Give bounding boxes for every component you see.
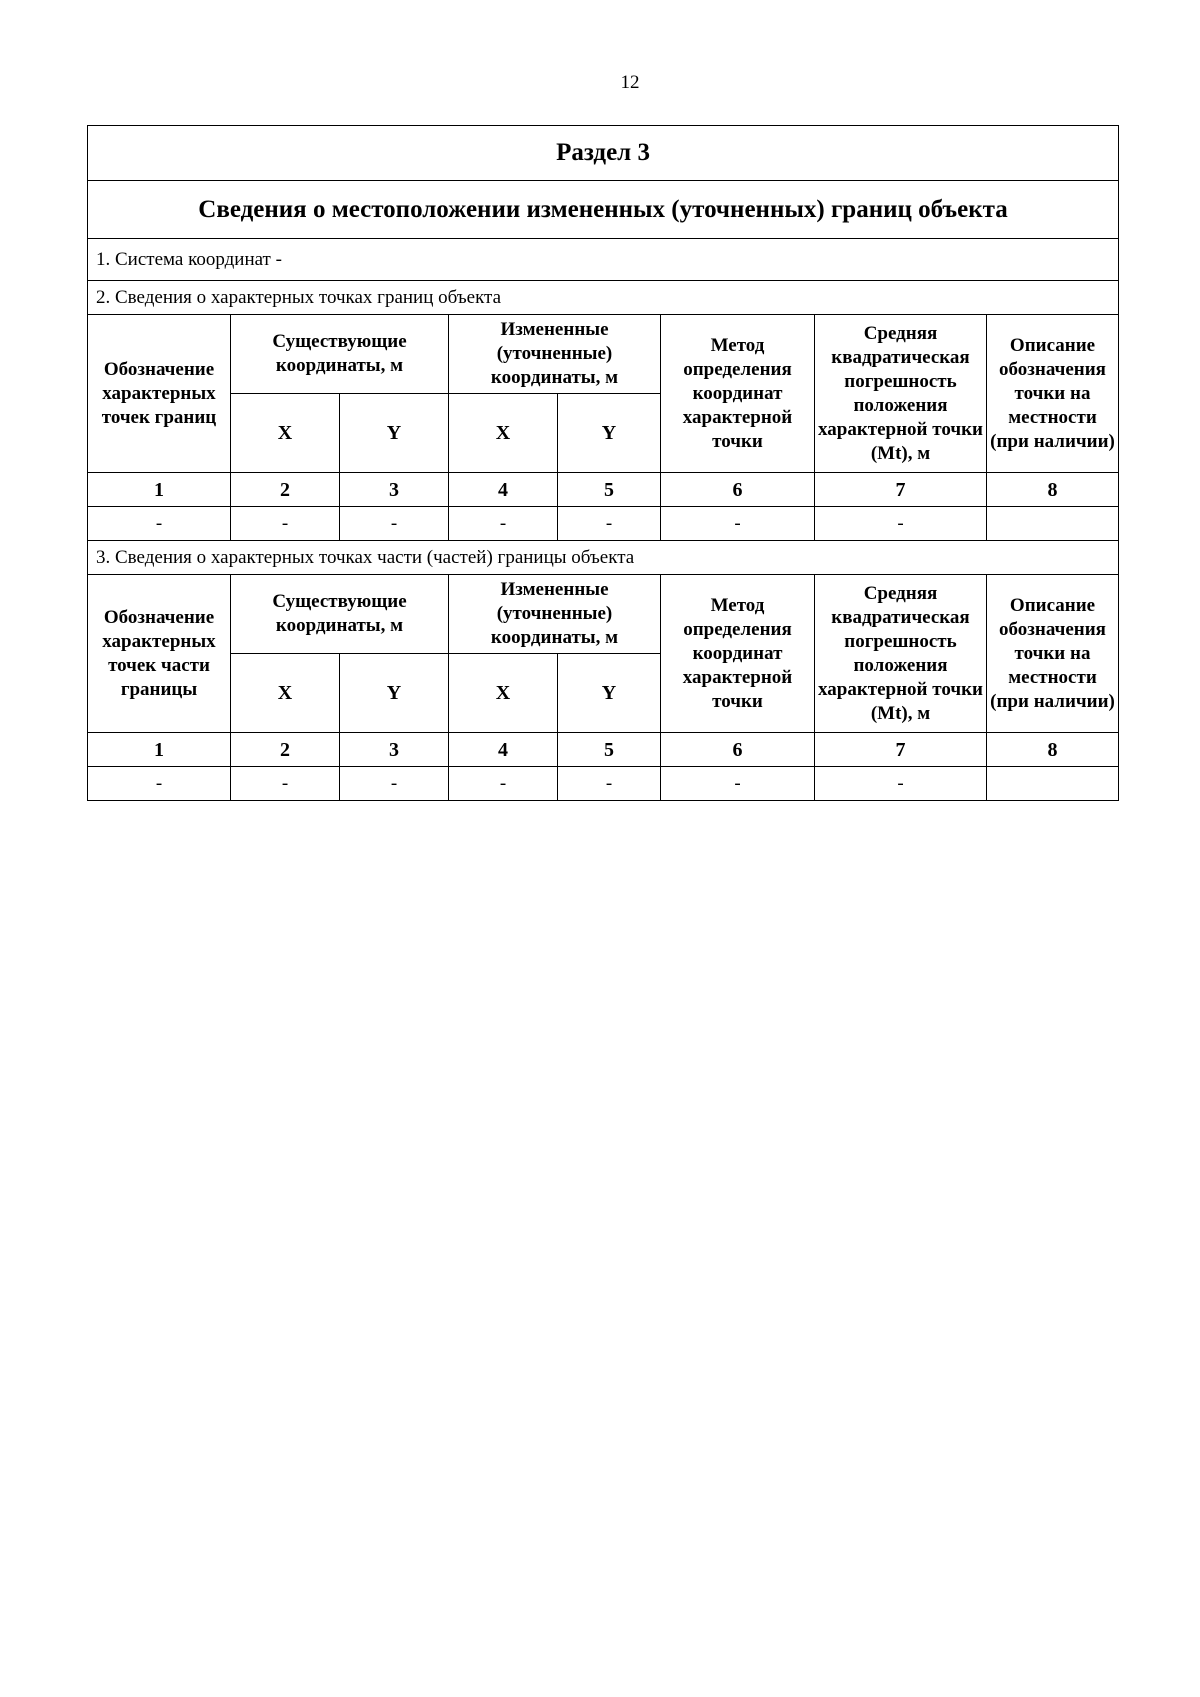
section-subtitle: Сведения о местоположении измененных (уточненных) границ объекта — [88, 181, 1119, 239]
table-row — [88, 767, 1119, 801]
block2-col-existing-x: X — [231, 654, 340, 733]
block1-col-existing-x: X — [231, 394, 340, 473]
block1-col-method: Метод определения координат характерной точки — [661, 315, 815, 473]
block1-col-existing: Существующие координаты, м — [231, 315, 449, 394]
block1-col-changed-x: X — [449, 394, 558, 473]
block2-col-method: Метод определения координат характерной точки — [661, 575, 815, 733]
block2-cell-2: - — [231, 767, 340, 801]
section-title: Раздел 3 — [88, 126, 1119, 181]
block1-cell-3: - — [340, 507, 449, 541]
block1-col-designation: Обозначение характерных точек границ — [88, 315, 231, 473]
block2-cell-8 — [987, 767, 1119, 801]
block1-col-error: Средняя квадратическая погрешность положения характерной точки (Mt), м — [815, 315, 987, 473]
block1-num-4: 4 — [449, 473, 558, 507]
section-3-table — [87, 125, 1119, 801]
block1-cell-6: - — [661, 507, 815, 541]
block1-col-changed: Измененные (уточненные) координаты, м — [449, 315, 661, 394]
block2-col-changed: Измененные (уточненные) координаты, м — [449, 575, 661, 654]
block2-num-8: 8 — [987, 733, 1119, 767]
block1-cell-1: - — [88, 507, 231, 541]
block1-col-existing-y: Y — [340, 394, 449, 473]
coordinate-system: 1. Система координат - — [88, 239, 1119, 281]
block1-cell-4: - — [449, 507, 558, 541]
block2-cell-5: - — [558, 767, 661, 801]
block2-cell-3: - — [340, 767, 449, 801]
block1-num-7: 7 — [815, 473, 987, 507]
block2-col-existing: Существующие координаты, м — [231, 575, 449, 654]
block2-heading: 3. Сведения о характерных точках части (частей) границы объекта — [88, 541, 1119, 575]
block1-cell-8 — [987, 507, 1119, 541]
block2-num-2: 2 — [231, 733, 340, 767]
block2-num-3: 3 — [340, 733, 449, 767]
block1-cell-7: - — [815, 507, 987, 541]
block1-cell-5: - — [558, 507, 661, 541]
block2-number-row — [88, 733, 1119, 767]
block1-num-1: 1 — [88, 473, 231, 507]
block1-cell-2: - — [231, 507, 340, 541]
block1-num-3: 3 — [340, 473, 449, 507]
block2-col-error: Средняя квадратическая погрешность положения характерной точки (Mt), м — [815, 575, 987, 733]
block2-num-7: 7 — [815, 733, 987, 767]
block1-col-description: Описание обозначения точки на местности (при наличии) — [987, 315, 1119, 473]
block1-number-row — [88, 473, 1119, 507]
block2-cell-6: - — [661, 767, 815, 801]
block2-num-4: 4 — [449, 733, 558, 767]
page-number: 12 — [620, 72, 640, 93]
block2-col-changed-y: Y — [558, 654, 661, 733]
block2-cell-1: - — [88, 767, 231, 801]
block2-num-6: 6 — [661, 733, 815, 767]
block2-cell-4: - — [449, 767, 558, 801]
block2-col-changed-x: X — [449, 654, 558, 733]
block2-col-description: Описание обозначения точки на местности (при наличии) — [987, 575, 1119, 733]
block2-cell-7: - — [815, 767, 987, 801]
block2-num-1: 1 — [88, 733, 231, 767]
block1-num-6: 6 — [661, 473, 815, 507]
block2-num-5: 5 — [558, 733, 661, 767]
block1-heading: 2. Сведения о характерных точках границ объекта — [88, 281, 1119, 315]
block1-num-5: 5 — [558, 473, 661, 507]
block1-num-2: 2 — [231, 473, 340, 507]
block1-col-changed-y: Y — [558, 394, 661, 473]
block2-col-existing-y: Y — [340, 654, 449, 733]
block1-num-8: 8 — [987, 473, 1119, 507]
block2-col-designation: Обозначение характерных точек части границы — [88, 575, 231, 733]
table-row — [88, 507, 1119, 541]
